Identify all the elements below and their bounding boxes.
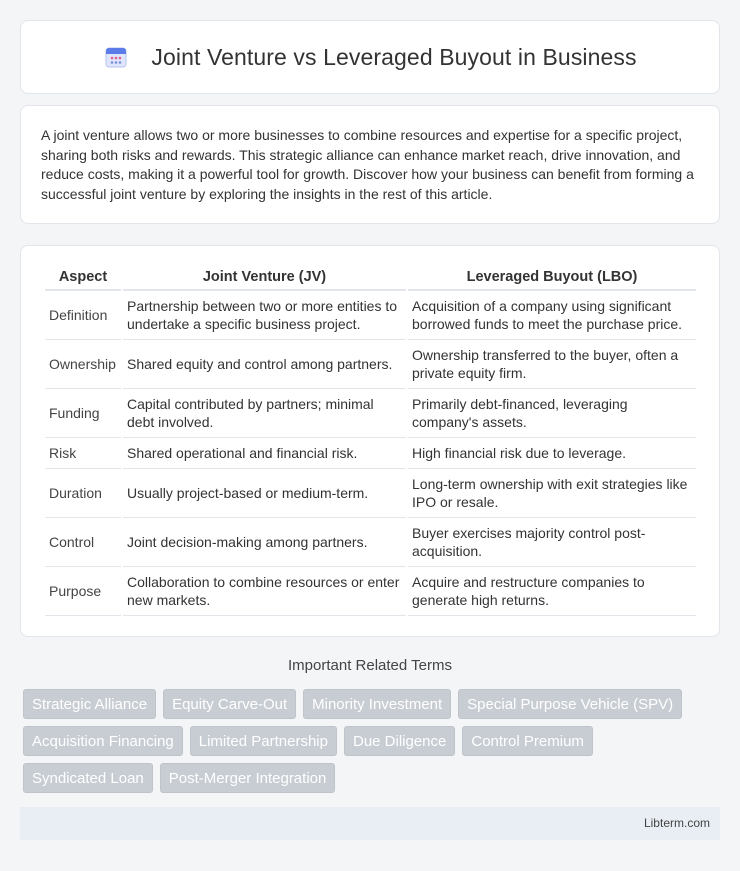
row-aspect: Risk (45, 438, 121, 469)
table-row (45, 438, 696, 469)
related-term-tag[interactable]: Acquisition Financing (23, 726, 183, 756)
row-lbo: Acquisition of a company using significant borrowed funds to meet the purchase price. (408, 291, 696, 340)
intro-text: A joint venture allows two or more businesses to combine resources and expertise for a specific project, sharing both risks and rewards. This strategic alliance can enhance market reach, drive innovation, and reduce costs, making it a powerful tool for growth. Discover how your business can benefit from forming a successful joint venture by exploring the insights in the rest of this article. (41, 127, 694, 202)
related-term-tag[interactable]: Post-Merger Integration (160, 763, 336, 793)
footer-site-link[interactable]: Libterm.com (643, 816, 710, 830)
row-jv: Usually project-based or medium-term. (123, 469, 406, 518)
row-jv: Collaboration to combine resources or enter new markets. (123, 567, 406, 616)
row-aspect: Definition (45, 291, 121, 340)
row-aspect: Duration (45, 469, 121, 518)
table-row (45, 567, 696, 616)
related-term-tag[interactable]: Special Purpose Vehicle (SPV) (458, 689, 682, 719)
row-lbo: Buyer exercises majority control post-acquisition. (408, 518, 696, 567)
intro-card (20, 105, 720, 224)
table-row (45, 389, 696, 438)
related-term-tag[interactable]: Equity Carve-Out (163, 689, 296, 719)
row-lbo: Ownership transferred to the buyer, often a private equity firm. (408, 340, 696, 389)
table-row (45, 291, 696, 340)
row-lbo: Primarily debt-financed, leveraging company's assets. (408, 389, 696, 438)
calendar-icon (103, 44, 129, 70)
row-jv: Shared equity and control among partners. (123, 340, 406, 389)
row-jv: Capital contributed by partners; minimal debt involved. (123, 389, 406, 438)
page-title: Joint Venture vs Leveraged Buyout in Business (151, 43, 637, 70)
comparison-table (43, 264, 698, 616)
row-jv: Joint decision-making among partners. (123, 518, 406, 567)
table-header-row (45, 264, 696, 291)
related-term-tag[interactable]: Minority Investment (303, 689, 451, 719)
related-term-tag[interactable]: Strategic Alliance (23, 689, 156, 719)
table-row (45, 340, 696, 389)
related-term-tag[interactable]: Control Premium (462, 726, 593, 756)
footer (20, 807, 720, 840)
related-term-tag[interactable]: Limited Partnership (190, 726, 337, 756)
related-terms-list (23, 689, 723, 793)
comparison-card (20, 245, 720, 637)
row-lbo: Long-term ownership with exit strategies like IPO or resale. (408, 469, 696, 518)
table-row (45, 518, 696, 567)
row-aspect: Control (45, 518, 121, 567)
row-jv: Partnership between two or more entities to undertake a specific business project. (123, 291, 406, 340)
row-lbo: Acquire and restructure companies to generate high returns. (408, 567, 696, 616)
related-term-tag[interactable]: Syndicated Loan (23, 763, 153, 793)
header-aspect: Aspect (45, 264, 121, 291)
table-row (45, 469, 696, 518)
row-jv: Shared operational and financial risk. (123, 438, 406, 469)
header-jv: Joint Venture (JV) (123, 264, 406, 291)
row-aspect: Ownership (45, 340, 121, 389)
row-lbo: High financial risk due to leverage. (408, 438, 696, 469)
row-aspect: Purpose (45, 567, 121, 616)
header-card (20, 20, 720, 94)
header-lbo: Leveraged Buyout (LBO) (408, 264, 696, 291)
related-terms-title: Important Related Terms (288, 657, 452, 674)
related-term-tag[interactable]: Due Diligence (344, 726, 455, 756)
row-aspect: Funding (45, 389, 121, 438)
